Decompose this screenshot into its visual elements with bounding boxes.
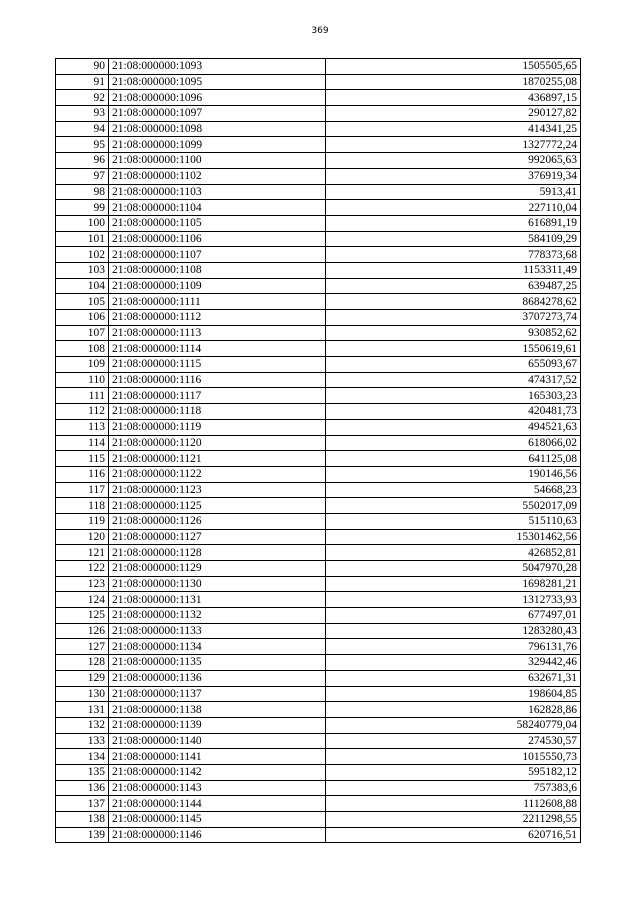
cadastral-value: 930852,62 — [326, 325, 581, 341]
row-number: 119 — [56, 513, 109, 529]
row-number: 135 — [56, 764, 109, 780]
table-row — [56, 764, 581, 780]
cadastral-value: 1312733,93 — [326, 592, 581, 608]
table-row — [56, 498, 581, 514]
cadastral-number: 21:08:000000:1140 — [109, 733, 326, 749]
cadastral-number: 21:08:000000:1107 — [109, 247, 326, 263]
cadastral-value: 796131,76 — [326, 639, 581, 655]
cadastral-value: 1112608,88 — [326, 796, 581, 812]
cadastral-value: 420481,73 — [326, 404, 581, 420]
table-row — [56, 639, 581, 655]
table-row — [56, 513, 581, 529]
table-row — [56, 623, 581, 639]
cadastral-number: 21:08:000000:1121 — [109, 451, 326, 467]
row-number: 106 — [56, 310, 109, 326]
row-number: 117 — [56, 482, 109, 498]
row-number: 108 — [56, 341, 109, 357]
row-number: 109 — [56, 357, 109, 373]
row-number: 115 — [56, 451, 109, 467]
cadastral-number: 21:08:000000:1112 — [109, 310, 326, 326]
cadastral-number: 21:08:000000:1105 — [109, 215, 326, 231]
page-number: 369 — [311, 26, 329, 36]
cadastral-value-table — [55, 58, 581, 843]
cadastral-value: 2211298,55 — [326, 812, 581, 828]
row-number: 120 — [56, 529, 109, 545]
cadastral-number: 21:08:000000:1115 — [109, 357, 326, 373]
cadastral-number: 21:08:000000:1093 — [109, 59, 326, 75]
cadastral-number: 21:08:000000:1133 — [109, 623, 326, 639]
table-row — [56, 168, 581, 184]
table-row — [56, 827, 581, 843]
cadastral-value: 757383,6 — [326, 780, 581, 796]
cadastral-number: 21:08:000000:1128 — [109, 545, 326, 561]
table-row — [56, 357, 581, 373]
cadastral-number: 21:08:000000:1096 — [109, 90, 326, 106]
cadastral-value: 515110,63 — [326, 513, 581, 529]
table-row — [56, 59, 581, 75]
row-number: 103 — [56, 262, 109, 278]
row-number: 129 — [56, 670, 109, 686]
row-number: 114 — [56, 435, 109, 451]
cadastral-value: 274530,57 — [326, 733, 581, 749]
table-row — [56, 592, 581, 608]
row-number: 112 — [56, 404, 109, 420]
cadastral-value: 436897,15 — [326, 90, 581, 106]
cadastral-number: 21:08:000000:1099 — [109, 137, 326, 153]
row-number: 138 — [56, 812, 109, 828]
table-row — [56, 796, 581, 812]
cadastral-value: 58240779,04 — [326, 717, 581, 733]
cadastral-number: 21:08:000000:1139 — [109, 717, 326, 733]
cadastral-value: 376919,34 — [326, 168, 581, 184]
cadastral-value: 1283280,43 — [326, 623, 581, 639]
table-row — [56, 231, 581, 247]
row-number: 93 — [56, 106, 109, 122]
cadastral-number: 21:08:000000:1117 — [109, 388, 326, 404]
table-row — [56, 733, 581, 749]
cadastral-value: 677497,01 — [326, 608, 581, 624]
table-row — [56, 608, 581, 624]
row-number: 90 — [56, 59, 109, 75]
row-number: 100 — [56, 215, 109, 231]
table-row — [56, 325, 581, 341]
row-number: 104 — [56, 278, 109, 294]
row-number: 91 — [56, 74, 109, 90]
cadastral-value: 1550619,61 — [326, 341, 581, 357]
row-number: 97 — [56, 168, 109, 184]
cadastral-number: 21:08:000000:1119 — [109, 419, 326, 435]
row-number: 98 — [56, 184, 109, 200]
cadastral-number: 21:08:000000:1095 — [109, 74, 326, 90]
row-number: 134 — [56, 749, 109, 765]
cadastral-value: 639487,25 — [326, 278, 581, 294]
cadastral-value: 5502017,09 — [326, 498, 581, 514]
cadastral-number: 21:08:000000:1146 — [109, 827, 326, 843]
cadastral-value: 1327772,24 — [326, 137, 581, 153]
cadastral-value: 1870255,08 — [326, 74, 581, 90]
row-number: 111 — [56, 388, 109, 404]
table-row — [56, 702, 581, 718]
table-row — [56, 310, 581, 326]
cadastral-number: 21:08:000000:1106 — [109, 231, 326, 247]
cadastral-value: 426852,81 — [326, 545, 581, 561]
row-number: 132 — [56, 717, 109, 733]
cadastral-value: 595182,12 — [326, 764, 581, 780]
row-number: 105 — [56, 294, 109, 310]
row-number: 101 — [56, 231, 109, 247]
row-number: 121 — [56, 545, 109, 561]
cadastral-number: 21:08:000000:1114 — [109, 341, 326, 357]
row-number: 123 — [56, 576, 109, 592]
cadastral-value: 290127,82 — [326, 106, 581, 122]
row-number: 110 — [56, 372, 109, 388]
table-row — [56, 137, 581, 153]
table-row — [56, 200, 581, 216]
row-number: 113 — [56, 419, 109, 435]
row-number: 131 — [56, 702, 109, 718]
row-number: 99 — [56, 200, 109, 216]
cadastral-number: 21:08:000000:1136 — [109, 670, 326, 686]
table-row — [56, 121, 581, 137]
table-row — [56, 435, 581, 451]
cadastral-value: 162828,86 — [326, 702, 581, 718]
table-row — [56, 419, 581, 435]
cadastral-number: 21:08:000000:1132 — [109, 608, 326, 624]
cadastral-number: 21:08:000000:1097 — [109, 106, 326, 122]
table-row — [56, 247, 581, 263]
cadastral-number: 21:08:000000:1109 — [109, 278, 326, 294]
cadastral-value: 655093,67 — [326, 357, 581, 373]
cadastral-number: 21:08:000000:1127 — [109, 529, 326, 545]
cadastral-number: 21:08:000000:1143 — [109, 780, 326, 796]
table-row — [56, 74, 581, 90]
cadastral-value: 616891,19 — [326, 215, 581, 231]
cadastral-number: 21:08:000000:1134 — [109, 639, 326, 655]
table-row — [56, 780, 581, 796]
cadastral-value: 632671,31 — [326, 670, 581, 686]
row-number: 94 — [56, 121, 109, 137]
row-number: 122 — [56, 561, 109, 577]
table-row — [56, 749, 581, 765]
cadastral-number: 21:08:000000:1130 — [109, 576, 326, 592]
cadastral-number: 21:08:000000:1108 — [109, 262, 326, 278]
cadastral-value: 190146,56 — [326, 466, 581, 482]
table-row — [56, 278, 581, 294]
row-number: 139 — [56, 827, 109, 843]
cadastral-value: 618066,02 — [326, 435, 581, 451]
cadastral-value: 8684278,62 — [326, 294, 581, 310]
table-row — [56, 215, 581, 231]
table-row — [56, 262, 581, 278]
cadastral-value: 329442,46 — [326, 655, 581, 671]
cadastral-number: 21:08:000000:1126 — [109, 513, 326, 529]
row-number: 130 — [56, 686, 109, 702]
row-number: 102 — [56, 247, 109, 263]
table-row — [56, 545, 581, 561]
row-number: 126 — [56, 623, 109, 639]
table-row — [56, 153, 581, 169]
cadastral-number: 21:08:000000:1104 — [109, 200, 326, 216]
row-number: 116 — [56, 466, 109, 482]
cadastral-number: 21:08:000000:1122 — [109, 466, 326, 482]
table-row — [56, 576, 581, 592]
table-row — [56, 341, 581, 357]
table-row — [56, 717, 581, 733]
cadastral-value: 15301462,56 — [326, 529, 581, 545]
cadastral-value: 1015550,73 — [326, 749, 581, 765]
row-number: 124 — [56, 592, 109, 608]
cadastral-number: 21:08:000000:1103 — [109, 184, 326, 200]
cadastral-value: 3707273,74 — [326, 310, 581, 326]
cadastral-value: 620716,51 — [326, 827, 581, 843]
cadastral-value: 1505505,65 — [326, 59, 581, 75]
row-number: 125 — [56, 608, 109, 624]
table-row — [56, 812, 581, 828]
table-row — [56, 388, 581, 404]
table-row — [56, 529, 581, 545]
cadastral-number: 21:08:000000:1098 — [109, 121, 326, 137]
table-row — [56, 686, 581, 702]
cadastral-number: 21:08:000000:1123 — [109, 482, 326, 498]
table-body — [56, 59, 581, 843]
cadastral-number: 21:08:000000:1111 — [109, 294, 326, 310]
row-number: 107 — [56, 325, 109, 341]
cadastral-value: 414341,25 — [326, 121, 581, 137]
cadastral-number: 21:08:000000:1113 — [109, 325, 326, 341]
cadastral-number: 21:08:000000:1102 — [109, 168, 326, 184]
cadastral-number: 21:08:000000:1131 — [109, 592, 326, 608]
cadastral-value: 5913,41 — [326, 184, 581, 200]
cadastral-value: 474317,52 — [326, 372, 581, 388]
table-row — [56, 482, 581, 498]
table-row — [56, 90, 581, 106]
cadastral-value: 227110,04 — [326, 200, 581, 216]
table-row — [56, 404, 581, 420]
row-number: 136 — [56, 780, 109, 796]
cadastral-value: 778373,68 — [326, 247, 581, 263]
row-number: 92 — [56, 90, 109, 106]
cadastral-number: 21:08:000000:1100 — [109, 153, 326, 169]
cadastral-value: 165303,23 — [326, 388, 581, 404]
cadastral-number: 21:08:000000:1142 — [109, 764, 326, 780]
cadastral-value: 641125,08 — [326, 451, 581, 467]
cadastral-value: 54668,23 — [326, 482, 581, 498]
cadastral-number: 21:08:000000:1135 — [109, 655, 326, 671]
cadastral-number: 21:08:000000:1138 — [109, 702, 326, 718]
table-row — [56, 670, 581, 686]
cadastral-number: 21:08:000000:1125 — [109, 498, 326, 514]
table-row — [56, 294, 581, 310]
cadastral-number: 21:08:000000:1137 — [109, 686, 326, 702]
cadastral-number: 21:08:000000:1129 — [109, 561, 326, 577]
row-number: 133 — [56, 733, 109, 749]
row-number: 137 — [56, 796, 109, 812]
cadastral-value: 584109,29 — [326, 231, 581, 247]
row-number: 118 — [56, 498, 109, 514]
cadastral-value: 1153311,49 — [326, 262, 581, 278]
cadastral-value: 198604,85 — [326, 686, 581, 702]
table-row — [56, 372, 581, 388]
cadastral-number: 21:08:000000:1120 — [109, 435, 326, 451]
cadastral-number: 21:08:000000:1144 — [109, 796, 326, 812]
cadastral-number: 21:08:000000:1116 — [109, 372, 326, 388]
cadastral-number: 21:08:000000:1118 — [109, 404, 326, 420]
cadastral-number: 21:08:000000:1145 — [109, 812, 326, 828]
table-row — [56, 106, 581, 122]
row-number: 95 — [56, 137, 109, 153]
table-row — [56, 561, 581, 577]
table-row — [56, 451, 581, 467]
row-number: 128 — [56, 655, 109, 671]
row-number: 96 — [56, 153, 109, 169]
table-row — [56, 655, 581, 671]
cadastral-number: 21:08:000000:1141 — [109, 749, 326, 765]
cadastral-value: 5047970,28 — [326, 561, 581, 577]
cadastral-value: 494521,63 — [326, 419, 581, 435]
table-row — [56, 466, 581, 482]
row-number: 127 — [56, 639, 109, 655]
cadastral-value: 992065,63 — [326, 153, 581, 169]
table-row — [56, 184, 581, 200]
cadastral-value: 1698281,21 — [326, 576, 581, 592]
